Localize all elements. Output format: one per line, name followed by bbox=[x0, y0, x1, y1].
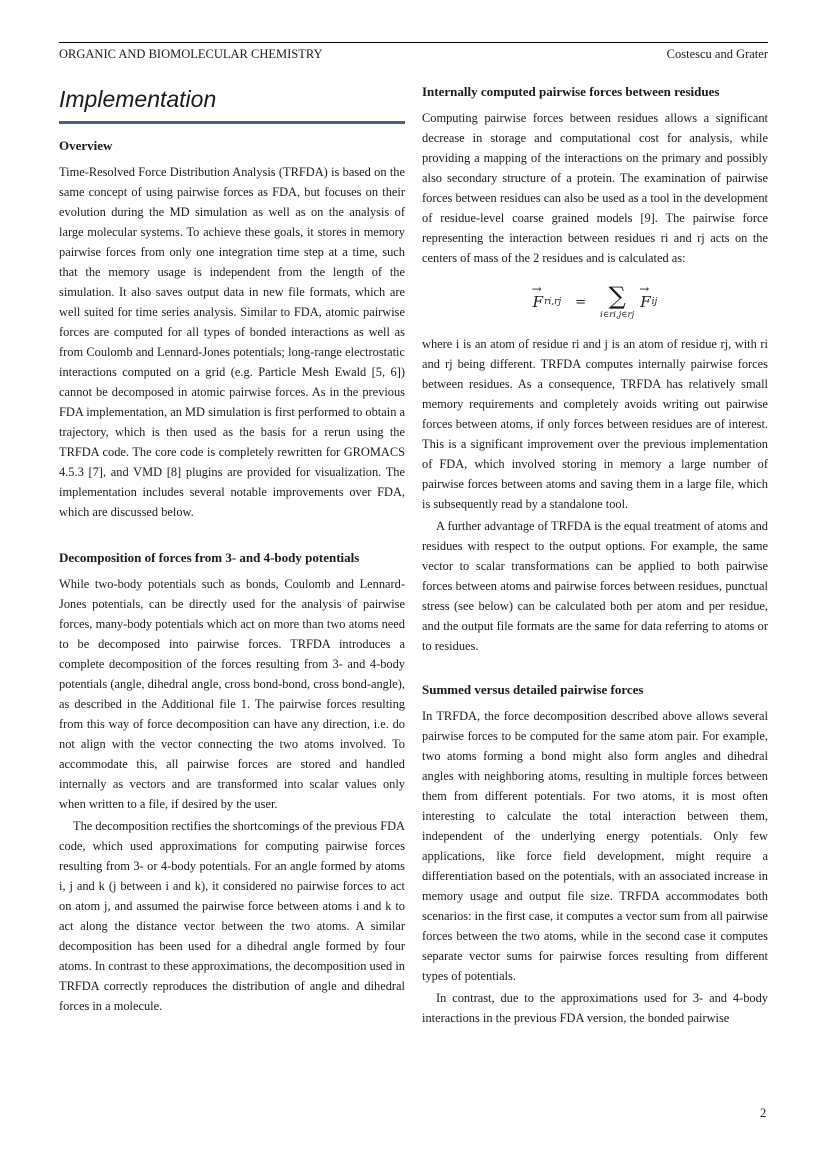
sum-limits: i∈ri,j∈rj bbox=[600, 310, 635, 320]
internal-forces-paragraph-3: A further advantage of TRFDA is the equal treatment of atoms and residues with respect to the output options. For example, the same vector to scalar transformations can be applied to both pairwise forces between atoms and pairwise forces between residues, punctual stress (see below) can be calculated both per atom and per residue, and the output file formats are the same for data referring to atoms or to residues. bbox=[422, 519, 768, 653]
sum-symbol: ∑ bbox=[608, 282, 626, 310]
internal-forces-paragraph-1: Computing pairwise forces between residues allows a significant decrease in storage and computational cost for analysis, while providing a mapping of the interactions on the primary and possibly also secondary structure of a protein. The examination of pairwise forces between residues can also be used as a tool in the development of residue-level coarse grained models [9]. The pairwise force representing the interaction between residues ri and rj acts on the centers of mass of the 2 residues and is calculated as: bbox=[422, 111, 768, 265]
decomposition-heading: Decomposition of forces from 3- and 4-body potentials bbox=[59, 550, 360, 565]
left-column bbox=[59, 84, 405, 1016]
equation-lhs-vector: → F bbox=[533, 293, 543, 311]
summed-forces-paragraph-1: In TRFDA, the force decomposition described above allows several pairwise forces to be computed for the same atom pair. For example, two atoms forming a bond might also form angles and dihedral angles with neighboring atoms, resulting in multiple forces between them from different potentials. For two atoms, it is most often interesting to calculate the total interaction between them, independent of the underlying energy potentials. Only few applications, like force field development, might require a differentiation based on the potentials, with an associated increase in memory usage and output file size. TRFDA accommodates both scenarios: in the first case, it computes a vector sum from all pairwise forces between the two atoms, while in the second case it computes separate vector sums for pairwise forces resulting from different types of potentials. bbox=[422, 709, 768, 983]
page-number: 2 bbox=[760, 1106, 767, 1120]
equation-lhs-subscript: ri,rj bbox=[544, 297, 562, 307]
residue-force-equation bbox=[422, 274, 768, 330]
summed-forces-heading: Summed versus detailed pairwise forces bbox=[422, 682, 644, 697]
overview-paragraph: Time-Resolved Force Distribution Analysis (TRFDA) is based on the same concept of using pairwise forces as FDA, but focuses on their evolution during the MD simulation as well as on the analysis of large molecular systems. To achieve these goals, it stores in memory pairwise forces from only one integration time step at a time, such that the memory usage is independent from the length of the simulation. It also saves output data in new file formats, which are well suited for time series analysis. Similar to FDA, atomic pairwise forces are computed for all types of bonded interactions as well as from Coulomb and Lennard-Jones potentials; long-range electrostatic interactions computed on a grid (e.g. Particle Mesh Ewald [5, 6]) cannot be decomposed in atomic pairwise forces. As in the previous FDA implementation, an MD simulation is first performed to obtain a trajectory, which is then used as the basis for a rerun using the TRFDA code. The core code is completely rewritten for GROMACS 4.5.3 [7], and VMD [8] plugins are provided for visualization. The implementation includes several notable improvements over FDA, which are discussed below. bbox=[59, 165, 405, 519]
right-column bbox=[422, 84, 768, 1028]
section-title: Implementation bbox=[59, 86, 217, 112]
overview-heading: Overview bbox=[59, 138, 113, 153]
equation-rhs-subscript: ij bbox=[651, 297, 658, 307]
equation-sum bbox=[600, 284, 634, 320]
summed-forces-paragraph-2: In contrast, due to the approximations used for 3- and 4-body interactions in the previous FDA version, the bonded pairwise bbox=[422, 991, 768, 1025]
internal-forces-heading: Internally computed pairwise forces between residues bbox=[422, 84, 720, 99]
title-rule bbox=[59, 121, 405, 124]
decomposition-paragraph-1: While two-body potentials such as bonds, Coulomb and Lennard-Jones potentials, can be directly used for the analysis of pairwise forces, many-body potentials which act on more than two atoms need to be decomposed into pairwise forces. TRFDA introduces a complete decomposition of the forces resulting from 3- and 4-body potentials (angle, dihedral angle, cross bond-bond, cross bond-angle), as described in the Additional file 1. The pairwise forces resulting from this way of force decomposition can have any direction, i.e. do not align with the vector connecting the two atoms involved. To accommodate this, all pairwise forces are stored and handled internally as vectors and are transformed into scalar values only when written to a file, if desired by the user. bbox=[59, 577, 405, 811]
running-header bbox=[59, 42, 768, 62]
decomposition-paragraph-2: The decomposition rectifies the shortcomings of the previous FDA code, which used approximations for computing pairwise forces resulting from 3- or 4-body potentials. For an angle formed by atoms i, j and k (j between i and k), it considered no pairwise forces to act on atom j, and assumed the pairwise force between atoms i and k to act along the distance vector between the two atoms. A similar decomposition has been used for a dihedral angle formed by four atoms. In contrast to these approximations, the decomposition used in TRFDA correctly reproduces the distribution of angle and dihedral forces in a molecule. bbox=[59, 819, 405, 1013]
journal-name: ORGANIC AND BIOMOLECULAR CHEMISTRY bbox=[59, 47, 323, 61]
equation-equals: = bbox=[575, 294, 587, 310]
author-names: Costescu and Grater bbox=[666, 47, 768, 61]
equation-rhs-vector: → F bbox=[640, 293, 650, 311]
internal-forces-paragraph-2: where i is an atom of residue ri and j is an atom of residue rj, with ri and rj being different. TRFDA computes internally pairwise forces between residues. As a consequence, TRFDA has relatively small memory requirements and completely avoids writing out pairwise forces between atoms, if only forces between residues are of interest. This is a significant improvement over the previous implementation of FDA, which involved storing in memory a large number of pairwise forces between atoms and saving them in a large file, which is subsequently read by a standalone tool. bbox=[422, 337, 768, 511]
